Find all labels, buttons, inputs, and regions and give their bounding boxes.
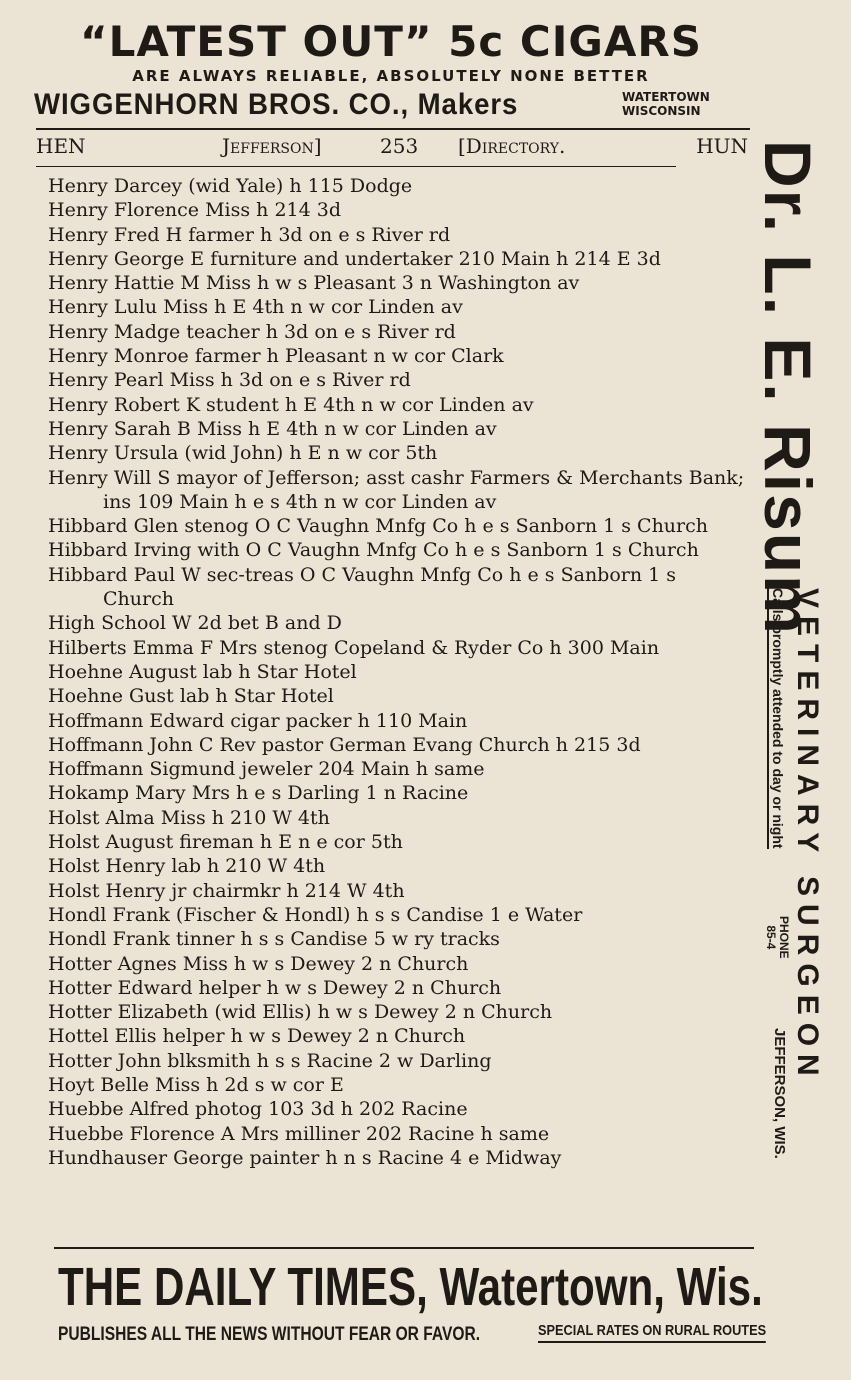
cigar-maker-location — [622, 90, 710, 118]
directory-entry: Holst Alma Miss h 210 W 4th — [48, 806, 330, 829]
top-rule — [36, 128, 750, 130]
newspaper-tagline: PUBLISHES ALL THE NEWS WITHOUT FEAR OR FAVOR. — [58, 1324, 481, 1345]
directory-entry: Henry Madge teacher h 3d on e s River rd — [48, 320, 456, 343]
directory-entry: Hondl Frank (Fischer & Hondl) h s s Candise 1 e Water — [48, 903, 583, 926]
cigar-maker-name: WIGGENHORN BROS. CO., Makers — [34, 88, 519, 121]
phone-label: PHONE — [777, 916, 791, 959]
directory-entry: High School W 2d bet B and D — [48, 612, 342, 635]
directory-entries — [48, 174, 748, 1170]
veterinary-calls-note: Calls promptly attended to day or night — [767, 588, 786, 849]
directory-entry: Hoffmann John C Rev pastor German Evang Church h 215 3d — [48, 733, 641, 756]
directory-entry: Henry Florence Miss h 214 3d — [48, 199, 341, 222]
maker-location-line2: WISCONSIN — [622, 104, 701, 118]
directory-entry: Henry George E furniture and undertaker 210 Main h 214 E 3d — [48, 247, 661, 270]
running-head-town: Jefferson] — [222, 134, 322, 158]
directory-entry: Huebbe Alfred photog 103 3d h 202 Racine — [48, 1098, 468, 1121]
directory-entry: Hoffmann Edward cigar packer h 110 Main — [48, 709, 468, 732]
running-head-left: HEN — [36, 134, 86, 158]
directory-entry: Hibbard Irving with O C Vaughn Mnfg Co h e s Sanborn 1 s Church — [48, 539, 699, 562]
page-number: 253 — [380, 134, 419, 158]
directory-entry: Henry Pearl Miss h 3d on e s River rd — [48, 369, 411, 392]
directory-entry: Holst Henry lab h 210 W 4th — [48, 855, 326, 878]
directory-entry: Hilberts Emma F Mrs stenog Copeland & Ryder Co h 300 Main — [48, 636, 660, 659]
directory-entry: Huebbe Florence A Mrs milliner 202 Racine h same — [48, 1122, 550, 1145]
phone-number: 85-4 — [764, 925, 778, 950]
cigar-ad-subline: ARE ALWAYS RELIABLE, ABSOLUTELY NONE BETTER — [132, 67, 650, 85]
directory-entry: Hundhauser George painter h n s Racine 4 e Midway — [48, 1146, 562, 1169]
running-head — [36, 134, 748, 164]
directory-entry: Hotter Edward helper h w s Dewey 2 n Church — [48, 976, 502, 999]
veterinarian-name: Dr. L. E. Risum — [751, 140, 825, 636]
directory-entry: Henry Sarah B Miss h E 4th n w cor Linden av — [48, 417, 497, 440]
maker-location-line1: WATERTOWN — [622, 90, 710, 104]
cigar-ad-maker-row — [34, 88, 754, 124]
directory-entry: Hondl Frank tinner h s s Candise 5 w ry tracks — [48, 928, 500, 951]
running-head-directory: [Directory. — [458, 134, 566, 158]
directory-entry: Hottel Ellis helper h w s Dewey 2 n Church — [48, 1025, 466, 1048]
directory-entry: Henry Ursula (wid John) h E n w cor 5th — [48, 442, 438, 465]
directory-entry: Hibbard Glen stenog O C Vaughn Mnfg Co h e s Sanborn 1 s Church — [48, 515, 708, 538]
directory-entry: Hoehne Gust lab h Star Hotel — [48, 685, 334, 708]
newspaper-headline: THE DAILY TIMES, Watertown, Wis. — [58, 1257, 763, 1317]
directory-entry: Hoehne August lab h Star Hotel — [48, 660, 357, 683]
directory-entry: Hoyt Belle Miss h 2d s w cor E — [48, 1073, 344, 1096]
bottom-rule — [54, 1247, 754, 1249]
veterinary-side-advertisement — [748, 140, 848, 1220]
veterinary-title: VETERINARY SURGEON — [791, 588, 824, 1084]
directory-entry: Holst August fireman h E n e cor 5th — [48, 831, 403, 854]
top-advertisement — [0, 17, 851, 121]
veterinary-phone — [764, 916, 790, 959]
directory-entry: Hotter John blksmith h s s Racine 2 w Darling — [48, 1049, 492, 1072]
directory-entry: Hoffmann Sigmund jeweler 204 Main h same — [48, 758, 485, 781]
veterinary-city: JEFFERSON, WIS. — [771, 1028, 788, 1159]
directory-entry: Hokamp Mary Mrs h e s Darling 1 n Racine — [48, 782, 469, 805]
newspaper-rates: SPECIAL RATES ON RURAL ROUTES — [538, 1322, 766, 1343]
directory-entry: Hibbard Paul W sec-treas O C Vaughn Mnfg Co h e s Sanborn 1 s Church — [48, 563, 677, 611]
directory-entry: Henry Lulu Miss h E 4th n w cor Linden av — [48, 296, 463, 319]
directory-entry: Hotter Agnes Miss h w s Dewey 2 n Church — [48, 952, 469, 975]
directory-entry: Henry Darcey (wid Yale) h 115 Dodge — [48, 175, 413, 197]
cigar-ad-headline: “LATEST OUT” 5c CIGARS — [80, 17, 702, 66]
directory-entry: Henry Hattie M Miss h w s Pleasant 3 n Washington av — [48, 272, 580, 295]
directory-entry: Henry Monroe farmer h Pleasant n w cor Clark — [48, 345, 504, 368]
running-head-right: HUN — [696, 134, 748, 158]
directory-entry: Henry Will S mayor of Jefferson; asst cashr Farmers & Merchants Bank; ins 109 Main h e s 4th n w cor Linden av — [48, 466, 745, 513]
header-rule — [36, 166, 676, 167]
directory-entry: Holst Henry jr chairmkr h 214 W 4th — [48, 879, 405, 902]
directory-entry: Henry Fred H farmer h 3d on e s River rd — [48, 223, 451, 246]
directory-entry: Hotter Elizabeth (wid Ellis) h w s Dewey 2 n Church — [48, 1001, 553, 1024]
directory-entry: Henry Robert K student h E 4th n w cor Linden av — [48, 393, 534, 416]
